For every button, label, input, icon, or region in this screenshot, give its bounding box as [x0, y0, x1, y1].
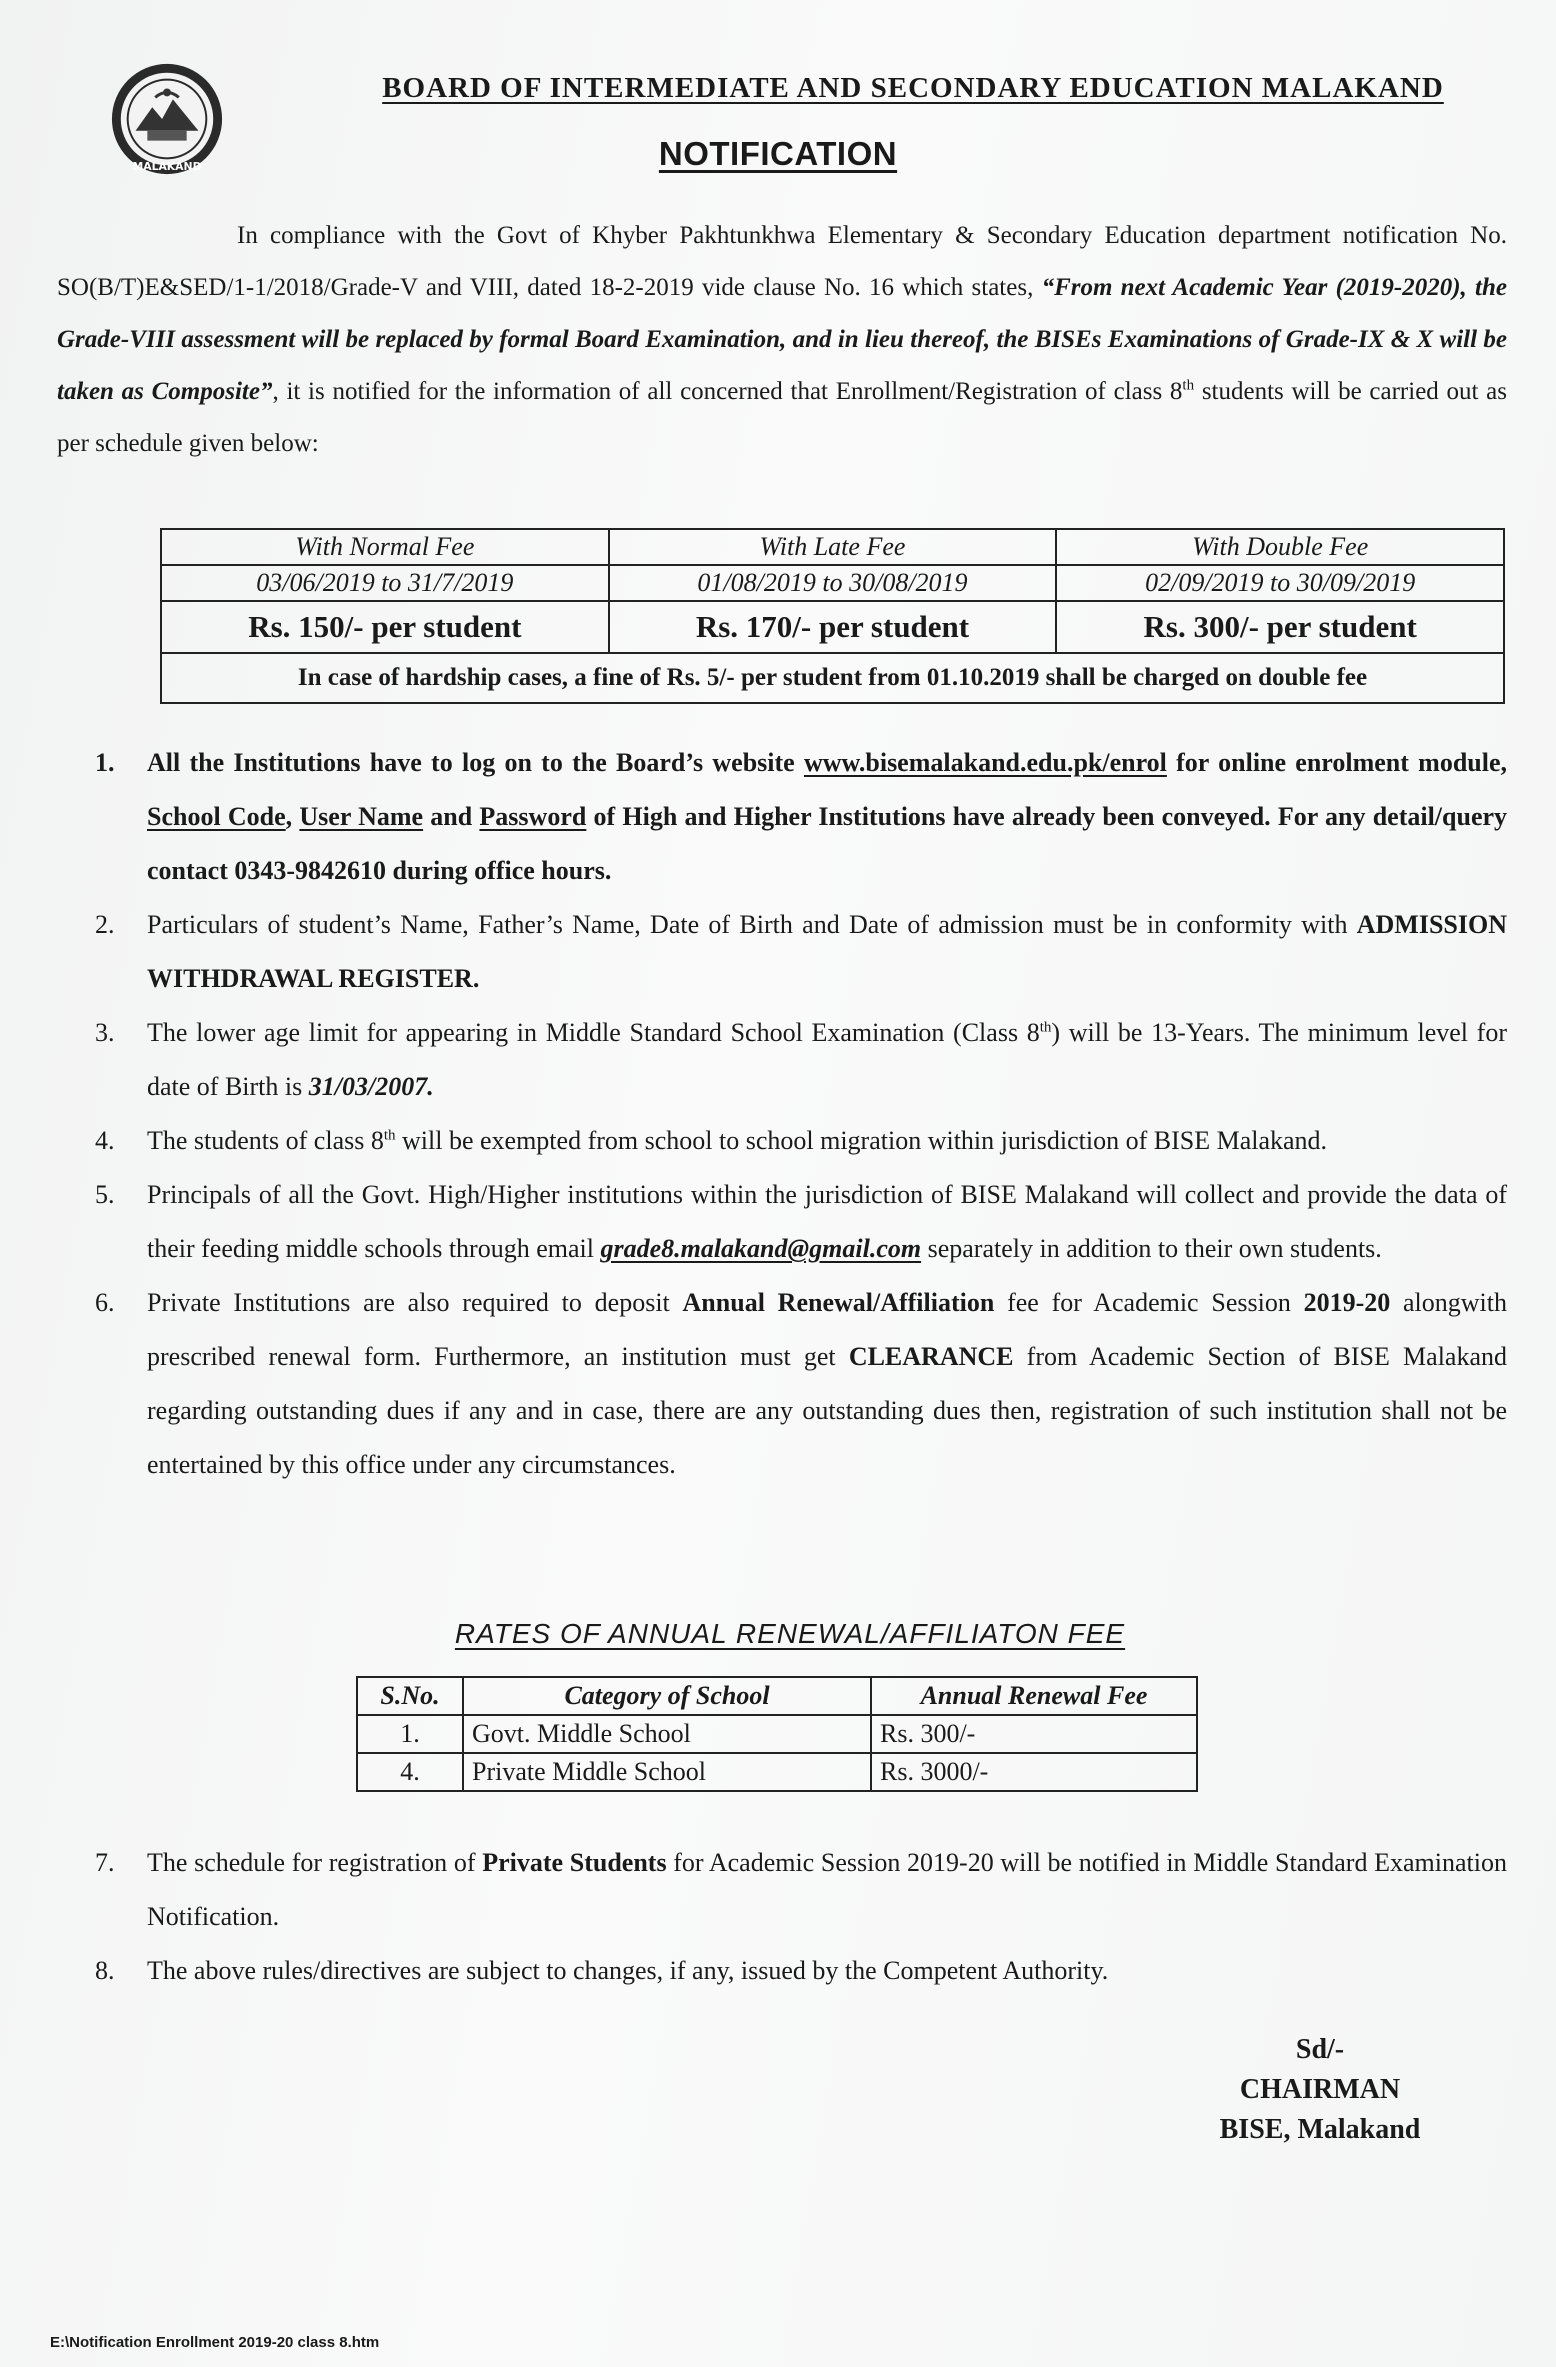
rates-cell-fee: Rs. 300/- [871, 1715, 1197, 1753]
rates-cell-sno: 1. [357, 1715, 463, 1753]
list-item [95, 1006, 1507, 1114]
item6-text-c: fee for Academic Session [994, 1288, 1304, 1317]
item6-clearance: CLEARANCE [848, 1342, 1014, 1371]
item4-text-a: The students of class 8 [147, 1126, 384, 1155]
intro-paragraph [57, 210, 1507, 470]
fee-hardship-note: In case of hardship cases, a fine of Rs. 5/- per student from 01.10.2019 shall be charged on double fee [161, 653, 1504, 703]
item4-sup: th [383, 1127, 396, 1144]
item1-sep1: , [285, 802, 300, 831]
intro-sup: th [1182, 377, 1195, 394]
item2-register: ADMISSION WITHDRAWAL REGISTER. [147, 910, 1507, 993]
fee-amount-double: Rs. 300/- per student [1056, 601, 1504, 653]
fee-date-normal: 03/06/2019 to 31/7/2019 [161, 565, 609, 601]
item5-text-b: separately in addition to their own students. [921, 1234, 1382, 1263]
item3-sup: th [1039, 1019, 1052, 1036]
item6-session: 2019-20 [1303, 1288, 1391, 1317]
svg-text:MALAKAND: MALAKAND [132, 160, 202, 174]
fee-header-late: With Late Fee [609, 529, 1057, 565]
instructions-list [95, 736, 1507, 1492]
notification-title: NOTIFICATION [658, 135, 898, 172]
website-link[interactable]: www.bisemalakand.edu.pk/enrol [803, 748, 1167, 777]
fee-schedule-table [160, 528, 1505, 704]
item1-text-b: for online enrolment module, [1166, 748, 1507, 777]
file-path-footer: E:\Notification Enrollment 2019-20 class 8.htm [50, 2334, 380, 2351]
item-number: 5. [95, 1180, 115, 1209]
item-number: 3. [95, 1018, 115, 1047]
item3-text-b: ) will be 13-Years. The minimum level for date of Birth is [147, 1018, 1507, 1101]
item5-text-a: Principals of all the Govt. High/Higher institutions within the jurisdiction of BISE Malakand will collect and provide the data of their feeding middle schools through email [147, 1180, 1507, 1263]
list-item [95, 1836, 1507, 1944]
password-label: Password [479, 802, 587, 831]
rates-header-category: Category of School [463, 1677, 871, 1715]
item2-text-a: Particulars of student’s Name, Father’s Name, Date of Birth and Date of admission must be in conformity with [147, 910, 1357, 939]
table-row [357, 1753, 1197, 1791]
item1-text-a: All the Institutions have to log on to the Board’s website [147, 748, 804, 777]
list-item [95, 898, 1507, 1006]
rates-cell-category: Govt. Middle School [463, 1715, 871, 1753]
rates-cell-sno: 4. [357, 1753, 463, 1791]
list-item [95, 1276, 1507, 1492]
item6-text-g: from Academic Section of BISE Malakand regarding outstanding dues if any and in case, there are any outstanding dues then, registration of such institution shall not be entertained by this office under any circumstances. [147, 1342, 1507, 1479]
item6-text-a: Private Institutions are also required to deposit [147, 1288, 683, 1317]
intro-text-1: In compliance with the Govt of Khyber Pakhtunkhwa Elementary & Secondary Education department notification No. SO(B/T)E&SED/1-1/2018/Grade-V and VIII, dated 18-2-2019 vide clause No. 16 which states, [57, 222, 1507, 301]
rates-cell-fee: Rs. 3000/- [871, 1753, 1197, 1791]
item-number: 1. [95, 748, 115, 777]
rates-cell-category: Private Middle School [463, 1753, 871, 1791]
item-number: 2. [95, 910, 115, 939]
item4-text-b: will be exempted from school to school migration within jurisdiction of BISE Malakand. [395, 1126, 1328, 1155]
list-item [95, 736, 1507, 898]
item-number: 6. [95, 1288, 115, 1317]
fee-date-double: 02/09/2019 to 30/09/2019 [1056, 565, 1504, 601]
signature-block [1180, 2030, 1460, 2150]
intro-text-3: students will be carried out as per schedule given below: [57, 378, 1508, 457]
fee-amount-normal: Rs. 150/- per student [161, 601, 609, 653]
item7-text-c: for Academic Session 2019-20 will be notified in Middle Standard Examination Notification. [147, 1848, 1507, 1931]
signature-title: CHAIRMAN [1239, 2074, 1401, 2105]
item-number: 4. [95, 1126, 115, 1155]
item8-text-a: The above rules/directives are subject to changes, if any, issued by the Competent Authority. [147, 1956, 1109, 1985]
item6-renewal: Annual Renewal/Affiliation [682, 1288, 995, 1317]
rates-header-fee: Annual Renewal Fee [871, 1677, 1197, 1715]
list-item [95, 1114, 1507, 1168]
user-name-label: User Name [299, 802, 424, 831]
fee-date-late: 01/08/2019 to 30/08/2019 [609, 565, 1057, 601]
intro-text-2: , it is notified for the information of all concerned that Enrollment/Registration of class 8 [272, 378, 1183, 405]
board-title: BOARD OF INTERMEDIATE AND SECONDARY EDUCATION MALAKAND [382, 72, 1444, 104]
table-row [357, 1715, 1197, 1753]
fee-header-double: With Double Fee [1056, 529, 1504, 565]
item7-private-students: Private Students [482, 1848, 667, 1877]
list-item [95, 1944, 1507, 1998]
item7-text-a: The schedule for registration of [147, 1848, 483, 1877]
rates-title: RATES OF ANNUAL RENEWAL/AFFILIATON FEE [454, 1618, 1126, 1649]
item3-text-a: The lower age limit for appearing in Middle Standard School Examination (Class 8 [147, 1018, 1040, 1047]
item-number: 7. [95, 1848, 115, 1877]
intro-quote: “From next Academic Year (2019-2020), the Grade-VIII assessment will be replaced by formal Board Examination, and in lieu thereof, the BISEs Examinations of Grade-IX & X will be taken as Composite” [57, 274, 1507, 405]
rates-header-sno: S.No. [357, 1677, 463, 1715]
signature-org: BISE, Malakand [1219, 2114, 1421, 2145]
instructions-list-2 [95, 1836, 1507, 1998]
email-link[interactable]: grade8.malakand@gmail.com [600, 1234, 922, 1263]
item-number: 8. [95, 1956, 115, 1985]
list-item [95, 1168, 1507, 1276]
rates-table [356, 1676, 1198, 1792]
fee-amount-late: Rs. 170/- per student [609, 601, 1057, 653]
school-code-label: School Code [147, 802, 286, 831]
fee-header-normal: With Normal Fee [161, 529, 609, 565]
item1-sep2: and [423, 802, 480, 831]
item3-date: 31/03/2007. [308, 1072, 434, 1101]
item6-text-e: alongwith prescribed renewal form. Furthermore, an institution must get [147, 1288, 1507, 1371]
signature-sd: Sd/- [1295, 2034, 1345, 2065]
item1-text-d: of High and Higher Institutions have already been conveyed. For any detail/query contact 0343-9842610 during office hours. [147, 802, 1508, 885]
